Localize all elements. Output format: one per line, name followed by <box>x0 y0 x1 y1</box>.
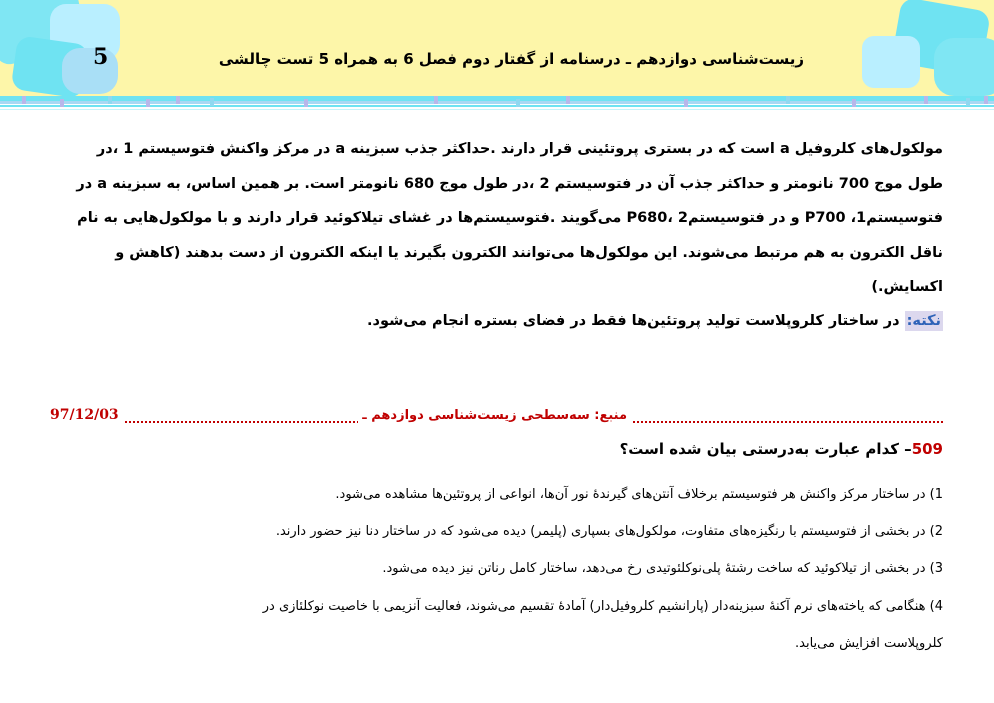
note-text: در ساختار کلروپلاست تولید پروتئین‌ها فقط در فضای بستره انجام می‌شود. <box>367 312 905 329</box>
option-4-continued[interactable]: کلروپلاست افزایش می‌یابد. <box>795 636 943 651</box>
source-date: 97/12/03 <box>50 407 125 423</box>
question-number: 509 <box>911 440 943 458</box>
stripe-tick <box>966 98 970 106</box>
stripe-tick <box>516 99 520 107</box>
question-text: – کدام عبارت به‌درستی بیان شده است؟ <box>619 440 912 458</box>
note-label: نکته: <box>906 312 941 329</box>
paragraph-line: ناقل الکترون به هم مرتبط می‌شوند. این مولکول‌ها می‌توانند الکترون بگیرند یا اینکه الکترون از دست بدهند (کاهش و <box>115 244 943 261</box>
stripe-tick <box>924 96 928 104</box>
paragraph-line: فتوسیستم1، P700 و در فتوسیستم2 ،P680 می‌گویند .فتوسیستم‌ها در غشای تیلاکوئید قرار دارند و با مولکول‌هایی به نام <box>77 210 943 226</box>
option-3[interactable]: 3) در بخشی از تیلاکوئید که ساخت رشتهٔ پلی‌نوکلئوتیدی رخ می‌دهد، ساختار کامل رناتن نیز دیده می‌شود. <box>382 561 943 576</box>
question-stem <box>620 440 943 458</box>
stripe-tick <box>22 96 26 104</box>
page-number: 5 <box>93 44 109 70</box>
stripe-tick <box>176 96 180 104</box>
decor-square <box>62 48 118 94</box>
paragraph-line: طول موج 700 نانومتر و حداکثر جذب آن در فتوسیستم 2 ،در طول موج 680 نانومتر است. بر همین اساس، به سبزینه a در <box>76 175 943 192</box>
stripe-tick <box>786 96 790 104</box>
stripe-tick <box>566 96 570 104</box>
header-stripe <box>0 96 994 118</box>
option-4[interactable]: 4) هنگامی که یاخته‌های نرم آکنهٔ سبزینه‌دار (پارانشیم کلروفیل‌دار) آمادهٔ تقسیم می‌شوند، فعالیت آنزیمی با خاصیت نوکلئازی در <box>262 599 943 614</box>
answer-options <box>100 476 943 662</box>
stripe-tick <box>210 98 214 106</box>
lesson-body <box>50 132 943 333</box>
paragraph-line: اکسایش.) <box>871 279 943 295</box>
stripe-tick <box>146 99 150 107</box>
stripe-tick <box>984 96 988 104</box>
source-label: منبع: سه‌سطحی زیست‌شناسی دوازدهم ـ <box>358 408 631 423</box>
stripe-band-light <box>0 109 994 110</box>
source-line <box>50 408 943 428</box>
stripe-tick <box>108 96 112 104</box>
stripe-tick <box>684 99 688 107</box>
option-1[interactable]: 1) در ساختار مرکز واکنش هر فتوسیستم برخلاف آنتن‌های گیرندهٔ نور آن‌ها، انواعی از پروتئین‌ها مشاهده می‌شود. <box>335 487 943 502</box>
decor-square <box>862 36 920 88</box>
stripe-tick <box>852 99 856 107</box>
paragraph-line: مولکول‌های کلروفیل a است که در بستری پروتئینی قرار دارند .حداکثر جذب سبزینه a در مرکز واکنش فتوسیستم 1 ،در <box>96 141 943 157</box>
option-2[interactable]: 2) در بخشی از فتوسیستم با رنگیزه‌های متفاوت، مولکول‌های بسپاری (پلیمر) دیده می‌شود که در ساختار دنا نیز حضور دارند. <box>275 524 943 539</box>
decor-square <box>934 38 994 96</box>
stripe-tick <box>304 99 308 107</box>
page-header <box>0 0 994 96</box>
header-title: زیست‌شناسی دوازدهم ـ درسنامه از گفتار دوم فصل 6 به همراه 5 تست چالشی <box>218 50 804 68</box>
stripe-tick <box>60 99 64 107</box>
note-block <box>50 309 943 333</box>
stripe-tick <box>434 96 438 104</box>
